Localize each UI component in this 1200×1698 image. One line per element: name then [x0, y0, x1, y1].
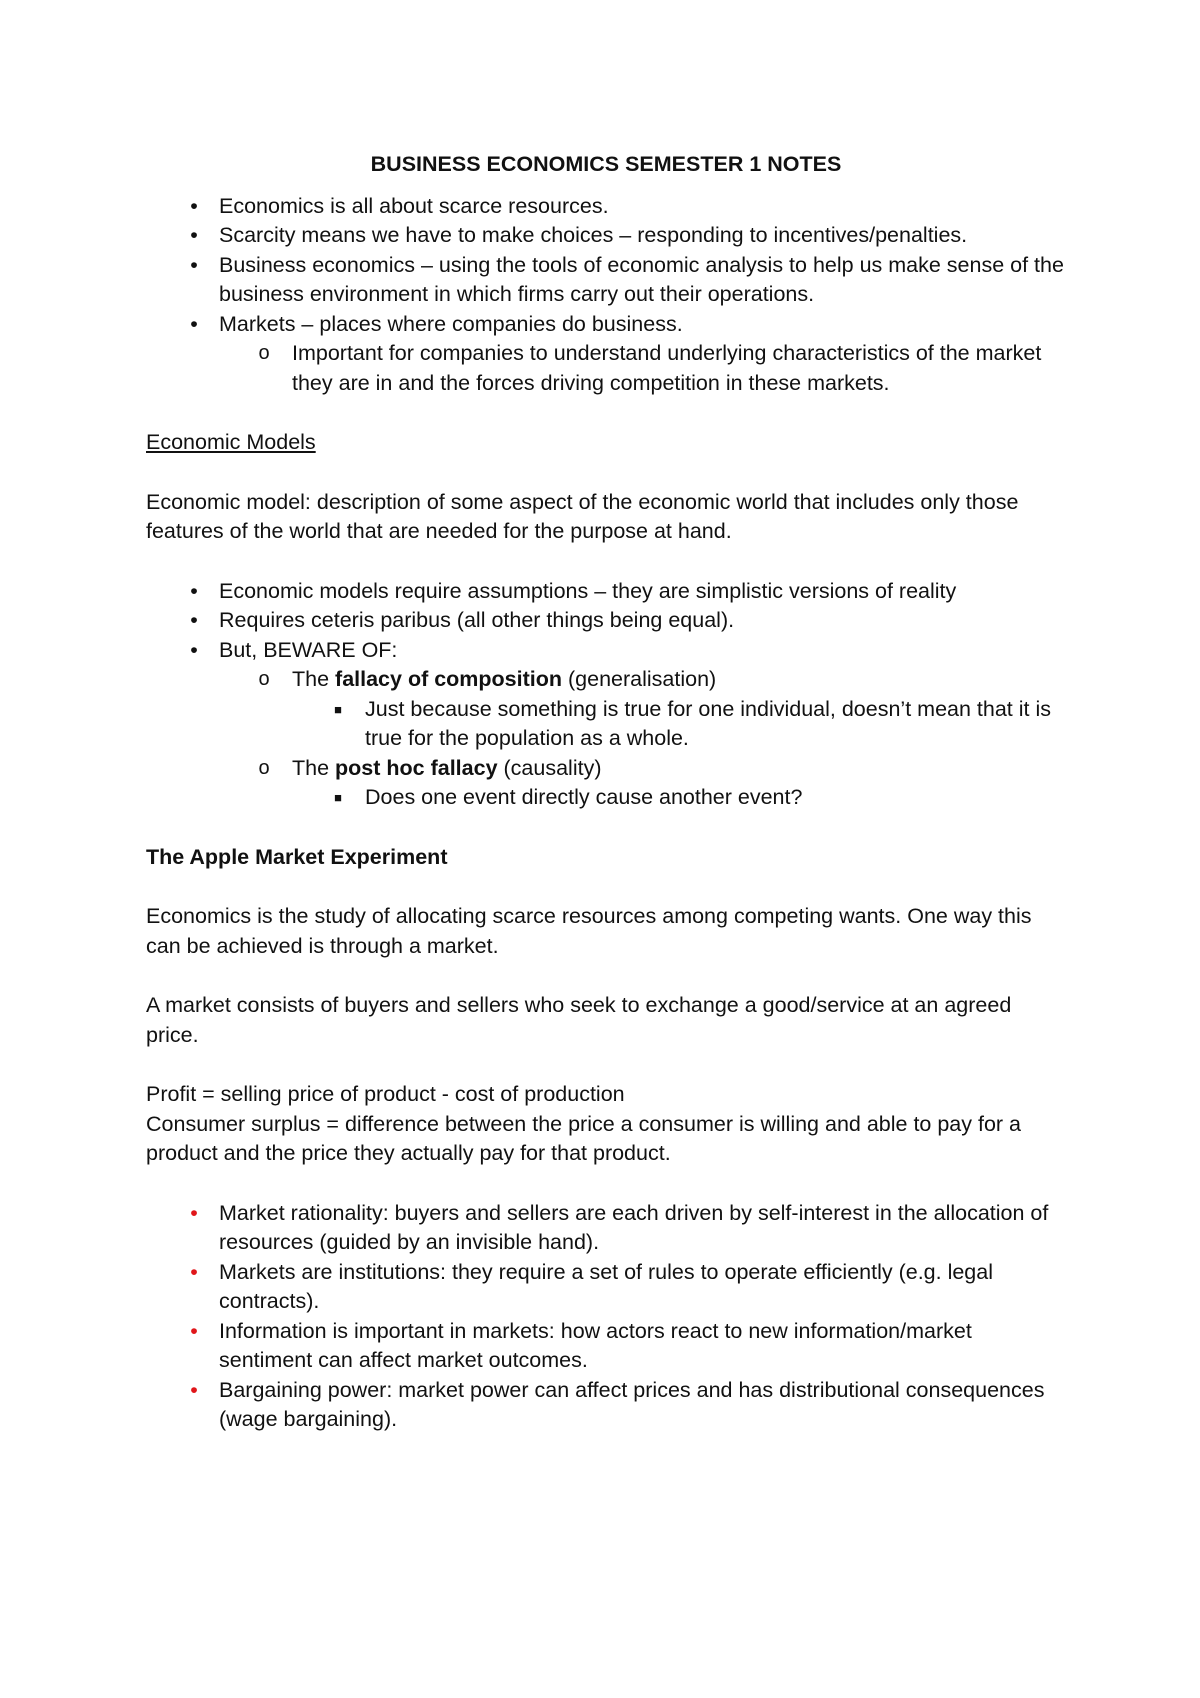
paragraph-market-definition: A market consists of buyers and sellers who seek to exchange a good/service at an agreed price. [146, 993, 1012, 1047]
list-item: • Information is important in markets: how actors react to new information/market sentiment can affect market outcomes. [146, 1317, 1066, 1376]
bullet-icon: • [190, 223, 198, 247]
market-principles-list [146, 1199, 1066, 1435]
circle-bullet-icon: o [258, 342, 270, 364]
bullet-icon: • [190, 193, 198, 218]
list-item: • Requires ceteris paribus (all other things being equal). [146, 606, 1066, 636]
red-bullet-icon: • [190, 1259, 198, 1284]
paragraph-economics-study: Economics is the study of allocating scarce resources among competing wants. One way this can be achieved is through a market. [146, 904, 1032, 958]
sub-list [219, 339, 1066, 398]
list-item: • Business economics – using the tools of economic analysis to help us make sense of the business environment in which firms carry out their operations. [146, 251, 1066, 310]
circle-bullet-icon: o [258, 756, 270, 779]
list-item: • Markets are institutions: they require a set of rules to operate efficiently (e.g. legal contracts). [146, 1258, 1066, 1317]
consumer-surplus-formula: Consumer surplus = difference between the price a consumer is willing and able to pay for a product and the price they actually pay for that product. [146, 1111, 1022, 1165]
sub-sub-list [292, 695, 1066, 754]
square-bullet-icon: ■ [334, 790, 342, 805]
list-item: • Economics is all about scarce resources. [146, 192, 1066, 222]
intro-list [146, 192, 1066, 399]
bullet-icon: • [190, 311, 198, 336]
sub-sub-list-item: ■ Does one event directly cause another event? [292, 783, 1066, 813]
red-bullet-icon: • [190, 1377, 198, 1402]
economic-models-list [146, 577, 1066, 813]
sub-list-item: o Important for companies to understand underlying characteristics of the market they are in and the forces driving competition in these markets. [219, 339, 1066, 398]
list-item: • Market rationality: buyers and sellers are each driven by self-interest in the allocation of resources (guided by an invisible hand). [146, 1199, 1066, 1258]
profit-formula: Profit = selling price of product - cost of production [146, 1082, 625, 1106]
sub-sub-list [292, 783, 1066, 813]
sub-list [219, 665, 1066, 813]
document-title: BUSINESS ECONOMICS SEMESTER 1 NOTES [370, 152, 842, 176]
sub-sub-list-item: ■ Just because something is true for one individual, doesn’t mean that it is true for the population as a whole. [292, 695, 1066, 754]
sub-list-item: o The post hoc fallacy (causality) ■ Does one event directly cause another event? [219, 754, 1066, 813]
sub-list-item: o The fallacy of composition (generalisation) ■ Just because something is true for one individual, doesn’t mean that it is true for the population as a whole. [219, 665, 1066, 754]
economic-model-definition: Economic model: description of some aspect of the economic world that includes only those features of the world that are needed for the purpose at hand. [146, 489, 1019, 543]
square-bullet-icon: ■ [334, 701, 342, 717]
list-item: • But, BEWARE OF: o The fallacy of composition (generalisation) ■ Just because something is true for one individual, doesn’t mean that it is true for the population as a whole. o The post hoc fallacy (causality) ■ Does one event directly cause another event? [146, 636, 1066, 813]
red-bullet-icon: • [190, 1200, 198, 1225]
circle-bullet-icon: o [258, 668, 270, 690]
red-bullet-icon: • [190, 1318, 198, 1343]
section-heading-economic-models: Economic Models [146, 430, 316, 454]
bullet-icon: • [190, 637, 198, 662]
list-item: • Bargaining power: market power can affect prices and has distributional consequences (wage bargaining). [146, 1376, 1066, 1435]
page-content [146, 140, 1066, 1435]
list-item: • Scarcity means we have to make choices – responding to incentives/penalties. [146, 221, 1066, 251]
bullet-icon: • [190, 578, 198, 603]
bullet-icon: • [190, 608, 198, 632]
list-item: • Markets – places where companies do business. o Important for companies to understand underlying characteristics of the market they are in and the forces driving competition in these markets. [146, 310, 1066, 399]
list-item: • Economic models require assumptions – they are simplistic versions of reality [146, 577, 1066, 607]
bullet-icon: • [190, 252, 198, 277]
section-heading-apple-market: The Apple Market Experiment [146, 844, 448, 869]
